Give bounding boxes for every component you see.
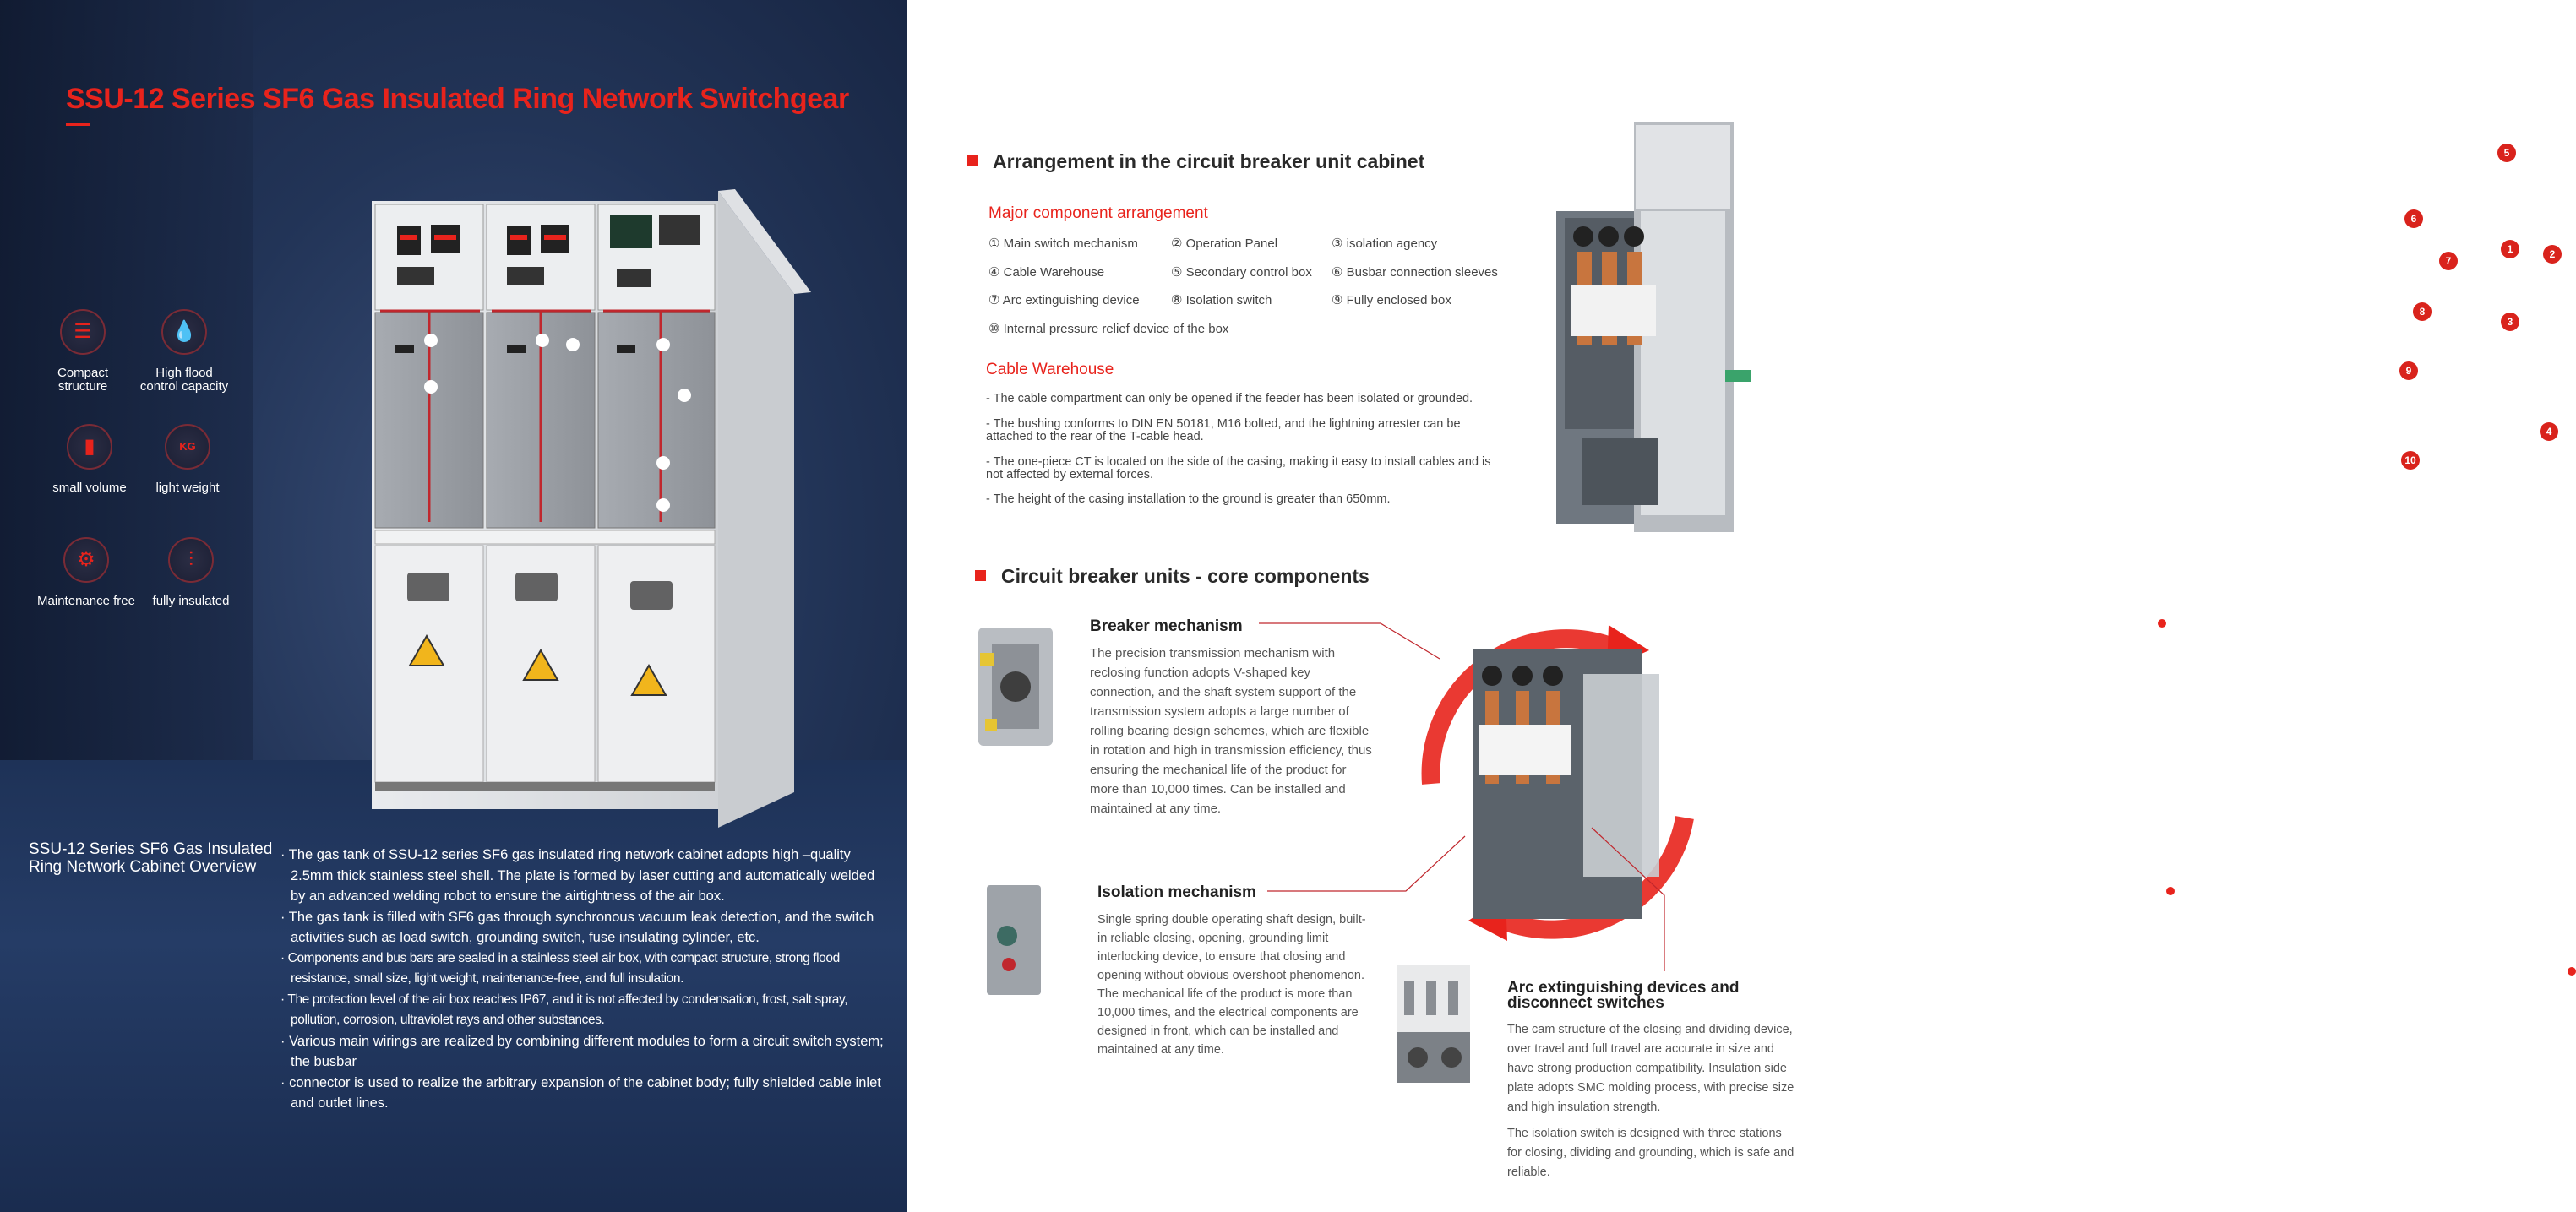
marker-badge: 7 — [2439, 252, 2458, 270]
cable-note: - The height of the casing installation to the ground is greater than 650mm. — [986, 492, 1391, 506]
heading-text: Arrangement in the circuit breaker unit cabinet — [993, 150, 1425, 172]
feature-label: small volume — [52, 481, 127, 495]
marker-badge: 6 — [2404, 209, 2423, 228]
marker-badge: 1 — [2501, 240, 2519, 258]
water-drop-icon: 💧 — [161, 309, 207, 355]
weight-kg-icon: KG — [165, 424, 210, 470]
marker-badge: 10 — [2401, 451, 2420, 470]
component-item: ⑩ Internal pressure relief device of the box — [988, 322, 1229, 336]
callout-lines — [907, 0, 1807, 1212]
breaker-mechanism-description: The precision transmission mechanism with reclosing function adopts V-shaped key connection, and the shaft system support of the transmission system adopts a large number of rolling bearing design schemes, which are flexible in rotation and high in transmission efficiency, thus ensuring the mechanical life of the product for more than 10,000 times. Can be installed and maintained at any time. — [1090, 646, 1372, 816]
insulator-icon: ⫶ — [168, 537, 214, 583]
marker-badge: 3 — [2501, 313, 2519, 331]
component-item: ⑨ Fully enclosed box — [1332, 293, 1451, 307]
feature-label: Maintenance free — [37, 594, 135, 608]
cable-note: - The cable compartment can only be opened if the feeder has been isolated or grounded. — [986, 392, 1473, 405]
switchgear-cabinet-image — [363, 184, 803, 828]
major-component-heading: Major component arrangement — [988, 204, 1208, 222]
component-item: ③ isolation agency — [1332, 236, 1438, 251]
marker-badge: 2 — [2543, 245, 2562, 264]
arc-extinguishing-description: The cam structure of the closing and dividing device, over travel and full travel are accurate in size and have strong production compatibility. Insulation side plate adopts SMC molding process, with precise size and high insulation strength. — [1507, 1023, 1794, 1114]
feature-insulated — [132, 537, 250, 608]
background-wall — [0, 0, 253, 811]
isolation-mechanism-title: Isolation mechanism — [1097, 883, 1256, 901]
overview-paragraph: · Components and bus bars are sealed in a stainless steel air box, with compact structure, strong flood resistance, small size, light weight, maintenance-free, and full insulation. — [280, 950, 840, 986]
marker-badge: 5 — [2497, 144, 2516, 162]
component-item: ⑤ Secondary control box — [1171, 265, 1312, 280]
component-item: ② Operation Panel — [1171, 236, 1278, 251]
right-panel — [907, 0, 2556, 1212]
feature-label: fully insulated — [152, 594, 230, 608]
callout-dot — [2158, 619, 2166, 628]
feature-label: light weight — [155, 481, 220, 495]
cube-icon: ▮ — [67, 424, 112, 470]
callout-dot — [2568, 967, 2576, 976]
component-item: ⑥ Busbar connection sleeves — [1332, 265, 1498, 280]
feature-flood — [125, 309, 243, 394]
page-title: SSU-12 Series SF6 Gas Insulated Ring Network Switchgear — [66, 83, 849, 115]
compact-icon: ☰ — [60, 309, 106, 355]
marker-badge: 4 — [2540, 422, 2558, 441]
feature-maintenance — [27, 537, 145, 608]
arc-extinguishing-title: Arc extinguishing devices and disconnect switches — [1507, 979, 1740, 1012]
component-item: ⑧ Isolation switch — [1171, 293, 1272, 307]
overview-paragraph: · The protection level of the air box reaches IP67, and it is not affected by condensation, frost, salt spray, pollution, corrosion, ultraviolet rays and other substances. — [280, 992, 848, 1027]
feature-weight — [128, 424, 247, 495]
isolation-mechanism-description: Single spring double operating shaft design, built-in reliable closing, opening, grounding limit interlocking device, to ensure that closing and opening without obvious overshoot phenomenon. The mechanical life of the product is more than 10,000 times, and the electrical components are designed in front, which can be installed and maintained at any time. — [1097, 913, 1366, 1057]
title-underline — [66, 123, 90, 126]
gear-icon: ⚙ — [63, 537, 109, 583]
callout-dot — [2166, 887, 2175, 895]
heading-text: Circuit breaker units - core components — [1001, 565, 1370, 587]
overview-paragraph: · connector is used to realize the arbitrary expansion of the cabinet body; fully shielded cable inlet and outlet lines. — [280, 1074, 881, 1111]
cable-note: - The bushing conforms to DIN EN 50181, M16 bolted, and the lightning arrester can be attached to the rear of the T-cable head. — [986, 417, 1461, 443]
feature-label: High flood control capacity — [139, 366, 229, 394]
overview-title: SSU-12 Series SF6 Gas Insulated Ring Network Cabinet Overview — [29, 840, 273, 876]
feature-label: Compact structure — [57, 366, 109, 394]
overview-paragraph: · Various main wirings are realized by combining different modules to form a circuit switch system; the busbar — [280, 1033, 884, 1069]
overview-text — [280, 845, 889, 1114]
cable-note: - The one-piece CT is located on the side of the casing, making it easy to install cables and is not affected by external forces. — [986, 455, 1491, 481]
left-panel — [0, 0, 907, 1212]
component-item: ⑦ Arc extinguishing device — [988, 293, 1140, 307]
breaker-mechanism-title: Breaker mechanism — [1090, 617, 1243, 635]
isolation-switch-description: The isolation switch is designed with three stations for closing, dividing and grounding, which is safe and reliable. — [1507, 1127, 1794, 1179]
component-item: ① Main switch mechanism — [988, 236, 1138, 251]
overview-paragraph: · The gas tank of SSU-12 series SF6 gas insulated ring network cabinet adopts high –quality 2.5mm thick stainless steel shell. The plate is formed by laser cutting and automatically welded by an advanced welding robot to ensure the airtightness of the air box. — [280, 847, 875, 904]
marker-badge: 9 — [2399, 361, 2418, 380]
component-item: ④ Cable Warehouse — [988, 265, 1105, 280]
overview-paragraph: · The gas tank is filled with SF6 gas through synchronous vacuum leak detection, and the switch activities such as load switch, grounding switch, fuse insulating cylinder, etc. — [280, 909, 874, 945]
feature-compact — [24, 309, 142, 394]
marker-badge: 8 — [2413, 302, 2432, 321]
cable-warehouse-heading: Cable Warehouse — [986, 361, 1114, 378]
